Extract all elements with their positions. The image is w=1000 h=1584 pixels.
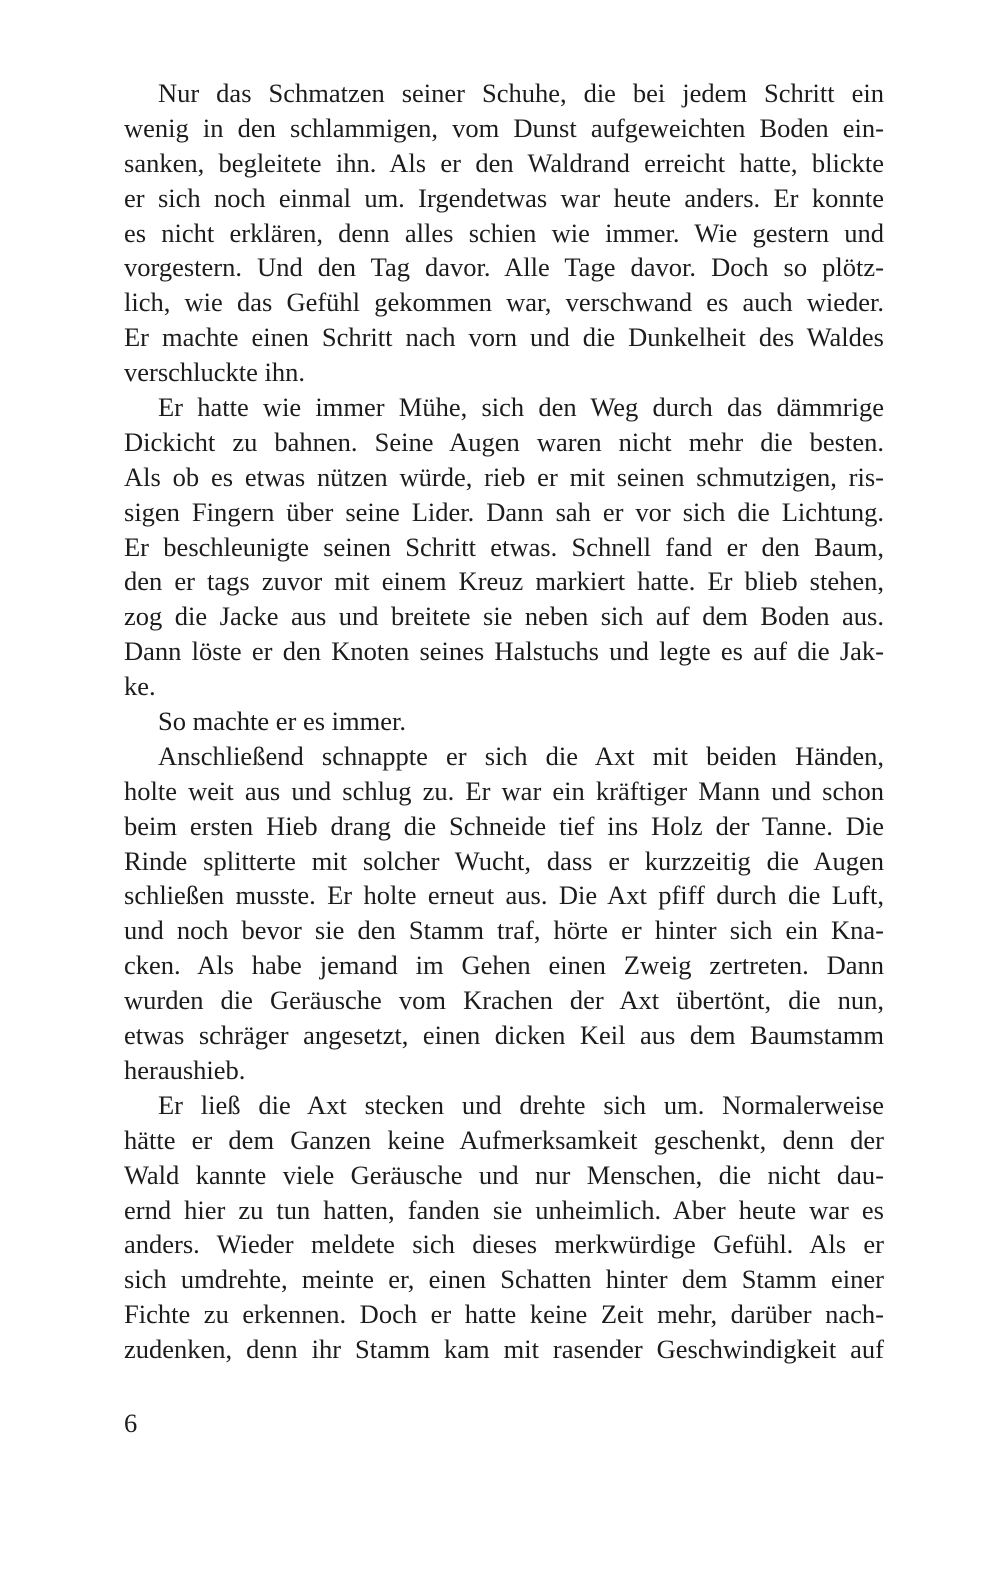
text-line: Er beschleunigte seinen Schritt etwas. Schnell fand er den Baum, xyxy=(124,531,884,562)
text-line: etwas schräger angesetzt, einen dicken Keil aus dem Baumstamm xyxy=(124,1020,884,1051)
book-page-text xyxy=(124,76,884,1367)
text-line: Als ob es etwas nützen würde, rieb er mit seinen schmutzigen, ris- xyxy=(124,461,884,492)
text-line: beim ersten Hieb drang die Schneide tief ins Holz der Tanne. Die xyxy=(124,810,884,841)
text-line: heraushieb. xyxy=(124,1054,246,1085)
text-line: und noch bevor sie den Stamm traf, hörte er hinter sich ein Kna- xyxy=(124,915,884,946)
text-line: lich, wie das Gefühl gekommen war, verschwand es auch wieder. xyxy=(124,287,884,318)
text-line: sanken, begleitete ihn. Als er den Waldrand erreicht hatte, blickte xyxy=(124,147,884,178)
text-line: schließen musste. Er holte erneut aus. Die Axt pfiff durch die Luft, xyxy=(124,880,884,911)
text-line: holte weit aus und schlug zu. Er war ein kräftiger Mann und schon xyxy=(124,775,884,806)
text-line: cken. Als habe jemand im Gehen einen Zweig zertreten. Dann xyxy=(124,950,884,981)
text-line: Dickicht zu bahnen. Seine Augen waren nicht mehr die besten. xyxy=(124,426,884,457)
text-line: Er hatte wie immer Mühe, sich den Weg durch das dämmrige xyxy=(158,392,884,423)
text-line: sich umdrehte, meinte er, einen Schatten hinter dem Stamm einer xyxy=(124,1264,884,1295)
text-line: Rinde splitterte mit solcher Wucht, dass er kurzzeitig die Augen xyxy=(124,845,884,876)
text-line: Anschließend schnappte er sich die Axt mit beiden Händen, xyxy=(158,740,884,771)
text-line: Nur das Schmatzen seiner Schuhe, die bei jedem Schritt ein xyxy=(158,78,884,108)
text-line: Dann löste er den Knoten seines Halstuchs und legte es auf die Jak- xyxy=(124,636,884,667)
text-line: zudenken, denn ihr Stamm kam mit rasender Geschwindigkeit auf xyxy=(124,1334,884,1365)
text-line: wenig in den schlammigen, vom Dunst aufgeweichten Boden ein- xyxy=(124,112,884,143)
text-line: zog die Jacke aus und breitete sie neben sich auf dem Boden aus. xyxy=(124,601,884,632)
page-number: 6 xyxy=(124,1408,138,1438)
text-line: Wald kannte viele Geräusche und nur Menschen, die nicht dau- xyxy=(124,1159,884,1190)
text-line: anders. Wieder meldete sich dieses merkwürdige Gefühl. Als er xyxy=(124,1229,884,1260)
text-line: wurden die Geräusche vom Krachen der Axt übertönt, die nun, xyxy=(124,985,884,1016)
text-line: es nicht erklären, denn alles schien wie immer. Wie gestern und xyxy=(124,217,884,248)
text-line: vorgestern. Und den Tag davor. Alle Tage davor. Doch so plötz- xyxy=(124,252,884,283)
text-line: Fichte zu erkennen. Doch er hatte keine Zeit mehr, darüber nach- xyxy=(124,1299,884,1330)
text-line: verschluckte ihn. xyxy=(124,357,306,388)
text-line: Er ließ die Axt stecken und drehte sich um. Normalerweise xyxy=(158,1089,884,1120)
text-line: Er machte einen Schritt nach vorn und die Dunkelheit des Waldes xyxy=(124,322,884,353)
text-line: er sich noch einmal um. Irgendetwas war heute anders. Er konnte xyxy=(124,182,884,213)
text-line: ernd hier zu tun hatten, fanden sie unheimlich. Aber heute war es xyxy=(124,1194,884,1225)
text-line: ke. xyxy=(124,671,156,702)
text-line: hätte er dem Ganzen keine Aufmerksamkeit geschenkt, denn der xyxy=(124,1124,884,1155)
text-line: sigen Fingern über seine Lider. Dann sah er vor sich die Lichtung. xyxy=(124,496,884,527)
text-line: den er tags zuvor mit einem Kreuz markiert hatte. Er blieb stehen, xyxy=(124,566,884,597)
text-line: So machte er es immer. xyxy=(158,706,406,737)
